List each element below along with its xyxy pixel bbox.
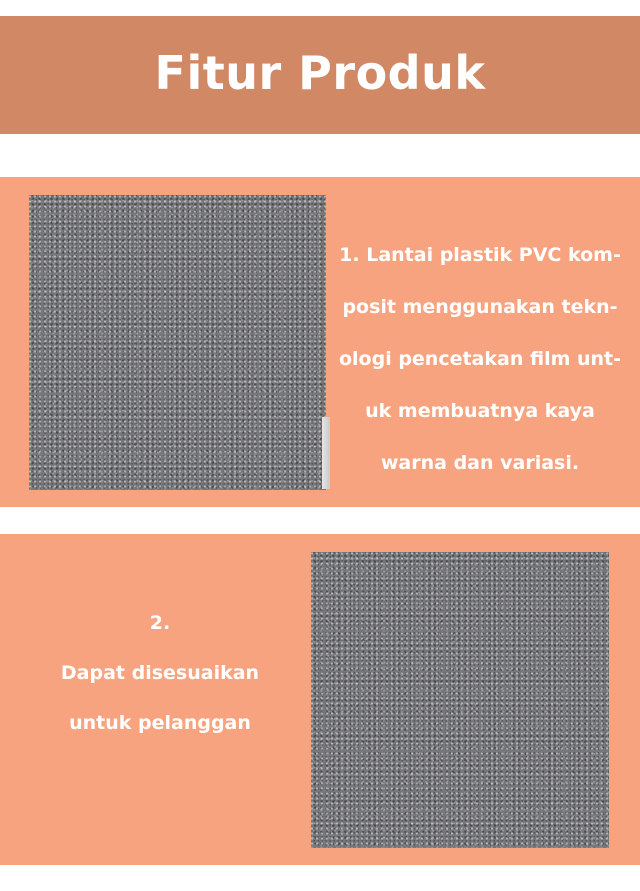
feature-description-1 xyxy=(330,229,630,489)
feature-section-1 xyxy=(0,177,640,507)
feature-2-line: untuk pelanggan xyxy=(69,712,251,734)
feature-2-line: 2. xyxy=(149,612,171,634)
feature-1-line: ologi pencetakan film unt- xyxy=(338,348,622,370)
feature-2-line: Dapat disesuaikan xyxy=(60,662,260,684)
feature-section-2 xyxy=(0,534,640,865)
pvc-floor-tile-image xyxy=(311,552,609,848)
feature-1-line: posit menggunakan tekn- xyxy=(342,296,618,318)
feature-1-line: warna dan variasi. xyxy=(380,452,580,474)
page-title: Fitur Produk xyxy=(154,46,486,100)
pvc-floor-tile-image xyxy=(29,195,326,490)
feature-1-line: uk membuatnya kaya xyxy=(365,400,595,422)
feature-1-line: 1. Lantai plastik PVC kom- xyxy=(339,244,621,266)
header-banner xyxy=(0,16,640,134)
feature-description-2 xyxy=(40,598,280,748)
tile-edge-highlight xyxy=(322,417,330,489)
